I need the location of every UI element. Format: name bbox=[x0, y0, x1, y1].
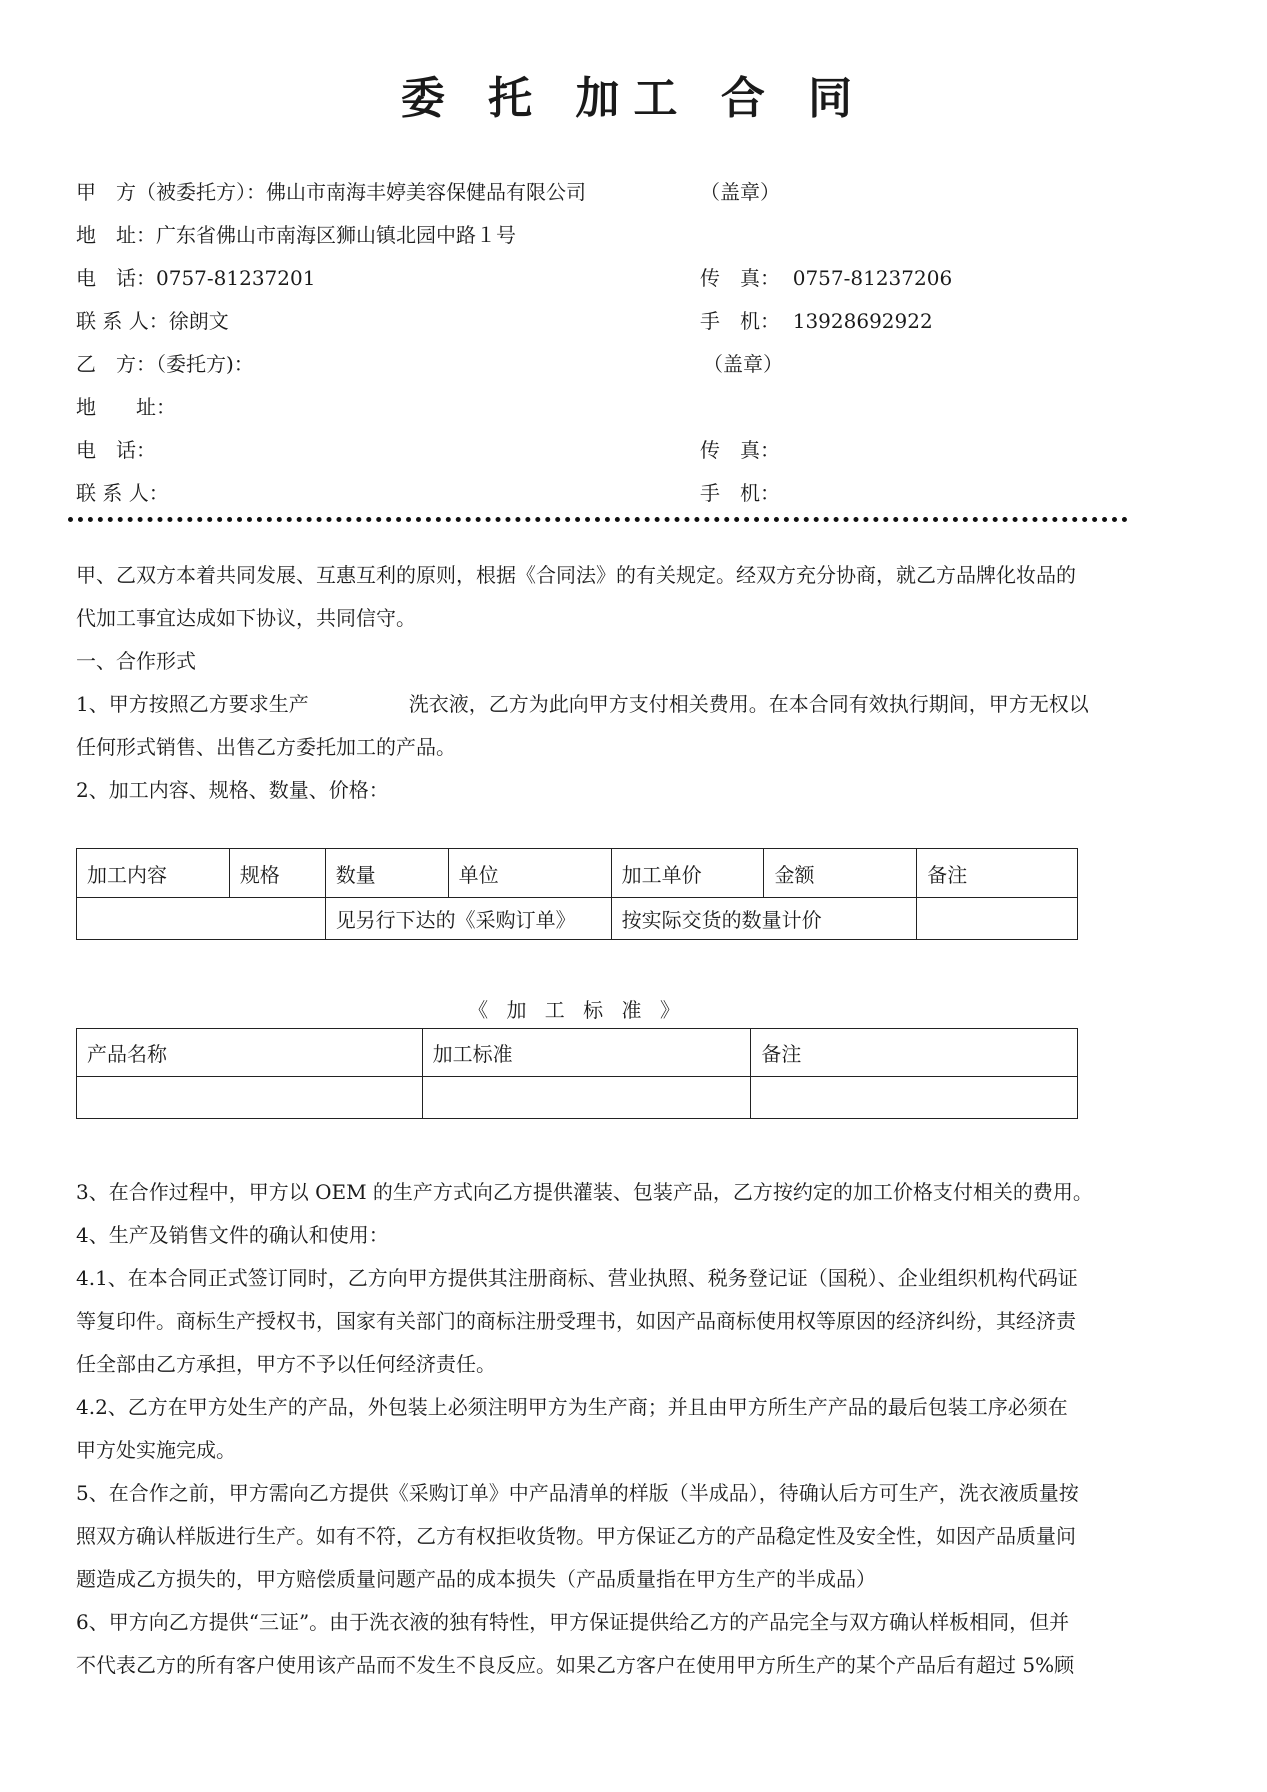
party-a-mobile-label: 手 机： bbox=[700, 309, 780, 333]
table-header: 备注 bbox=[917, 849, 1078, 898]
table-cell bbox=[77, 898, 326, 940]
item-1-line-1: 1、甲方按照乙方要求生产 洗衣液，乙方为此向甲方支付相关费用。在本合同有效执行期间，甲方无权以 bbox=[76, 692, 1089, 716]
item-5-line-1: 5、在合作之前，甲方需向乙方提供《采购订单》中产品清单的样版（半成品），待确认后方可生产，洗衣液质量按 bbox=[76, 1481, 1079, 1505]
contract-title: 委 托 加工 合 同 bbox=[400, 73, 867, 124]
party-a-fax-value: 0757-81237206 bbox=[792, 266, 953, 290]
table-cell bbox=[917, 898, 1078, 940]
section-1-heading: 一、合作形式 bbox=[76, 649, 196, 673]
item-5-line-3: 题造成乙方损失的，甲方赔偿质量问题产品的成本损失（产品质量指在甲方生产的半成品） bbox=[76, 1567, 876, 1591]
processing-table bbox=[76, 848, 1078, 940]
table-header: 单位 bbox=[448, 849, 611, 898]
party-a-contact: 联 系 人：徐朗文 bbox=[76, 309, 229, 333]
party-b-address: 地 址： bbox=[76, 395, 176, 419]
item-4: 4、生产及销售文件的确认和使用： bbox=[76, 1223, 389, 1247]
table-header: 数量 bbox=[325, 849, 448, 898]
contract-body-intro bbox=[76, 554, 1186, 812]
party-a-fax bbox=[700, 264, 952, 292]
table-row bbox=[77, 898, 1078, 940]
item-2: 2、加工内容、规格、数量、价格： bbox=[76, 778, 389, 802]
table-row bbox=[77, 1077, 1078, 1119]
table-header: 规格 bbox=[229, 849, 325, 898]
item-3: 3、在合作过程中，甲方以 OEM 的生产方式向乙方提供灌装、包装产品，乙方按约定的加工价格支付相关的费用。 bbox=[76, 1180, 1093, 1204]
table-header: 加工内容 bbox=[77, 849, 230, 898]
item-6-line-1: 6、甲方向乙方提供“三证”。由于洗衣液的独有特性，甲方保证提供给乙方的产品完全与双方确认样板相同，但并 bbox=[76, 1610, 1070, 1634]
table-header: 产品名称 bbox=[77, 1029, 423, 1077]
party-b-phone: 电 话： bbox=[76, 438, 156, 462]
party-a-phone: 电 话：0757-81237201 bbox=[76, 266, 316, 290]
processing-standard-caption: 《 加 工 标 准 》 bbox=[468, 998, 686, 1022]
table-cell-order-note: 见另行下达的《采购订单》 bbox=[325, 898, 611, 940]
intro-line-1: 甲、乙双方本着共同发展、互惠互利的原则，根据《合同法》的有关规定。经双方充分协商，就乙方品牌化妆品的 bbox=[76, 563, 1076, 587]
contract-body-terms bbox=[76, 1171, 1186, 1687]
party-b-contact: 联 系 人： bbox=[76, 481, 169, 505]
table-header: 备注 bbox=[751, 1029, 1078, 1077]
intro-line-2: 代加工事宜达成如下协议，共同信守。 bbox=[76, 606, 416, 630]
table-header: 金额 bbox=[764, 849, 917, 898]
table-cell bbox=[422, 1077, 751, 1119]
party-b-seal: （盖章） bbox=[703, 352, 783, 376]
table-header: 加工单价 bbox=[611, 849, 764, 898]
party-a-line: 甲 方（被委托方）：佛山市南海丰婷美容保健品有限公司 bbox=[76, 180, 586, 204]
table-header-row bbox=[77, 849, 1078, 898]
party-a-mobile bbox=[700, 307, 933, 335]
party-b-mobile: 手 机： bbox=[700, 481, 780, 505]
item-4-1-line-1: 4.1、在本合同正式签订同时，乙方向甲方提供其注册商标、营业执照、税务登记证（国税）、企业组织机构代码证 bbox=[76, 1266, 1078, 1290]
item-4-2-line-1: 4.2、乙方在甲方处生产的产品，外包装上必须注明甲方为生产商；并且由甲方所生产产品的最后包装工序必须在 bbox=[76, 1395, 1068, 1419]
item-4-1-line-2: 等复印件。商标生产授权书，国家有关部门的商标注册受理书，如因产品商标使用权等原因的经济纠纷，其经济责 bbox=[76, 1309, 1076, 1333]
party-a-address: 地 址：广东省佛山市南海区狮山镇北园中路１号 bbox=[76, 223, 516, 247]
party-a-seal: （盖章） bbox=[700, 180, 780, 204]
table-cell bbox=[77, 1077, 423, 1119]
item-6-line-2: 不代表乙方的所有客户使用该产品而不发生不良反应。如果乙方客户在使用甲方所生产的某个产品后有超过 5%顾 bbox=[76, 1653, 1075, 1677]
table-header-row bbox=[77, 1029, 1078, 1077]
item-4-2-line-2: 甲方处实施完成。 bbox=[76, 1438, 236, 1462]
processing-standard-table bbox=[76, 1028, 1078, 1119]
table-header: 加工标准 bbox=[422, 1029, 751, 1077]
table-cell bbox=[751, 1077, 1078, 1119]
table-cell-pricing-note: 按实际交货的数量计价 bbox=[611, 898, 917, 940]
item-5-line-2: 照双方确认样版进行生产。如有不符，乙方有权拒收货物。甲方保证乙方的产品稳定性及安全性，如因产品质量问 bbox=[76, 1524, 1076, 1548]
party-b-fax: 传 真： bbox=[700, 438, 780, 462]
item-4-1-line-3: 任全部由乙方承担，甲方不予以任何经济责任。 bbox=[76, 1352, 496, 1376]
party-a-fax-label: 传 真： bbox=[700, 266, 780, 290]
item-1-line-2: 任何形式销售、出售乙方委托加工的产品。 bbox=[76, 735, 456, 759]
party-b-line: 乙 方：（委托方)： bbox=[76, 352, 254, 376]
dotted-separator bbox=[68, 517, 1128, 522]
party-a-mobile-value: 13928692922 bbox=[792, 309, 933, 333]
